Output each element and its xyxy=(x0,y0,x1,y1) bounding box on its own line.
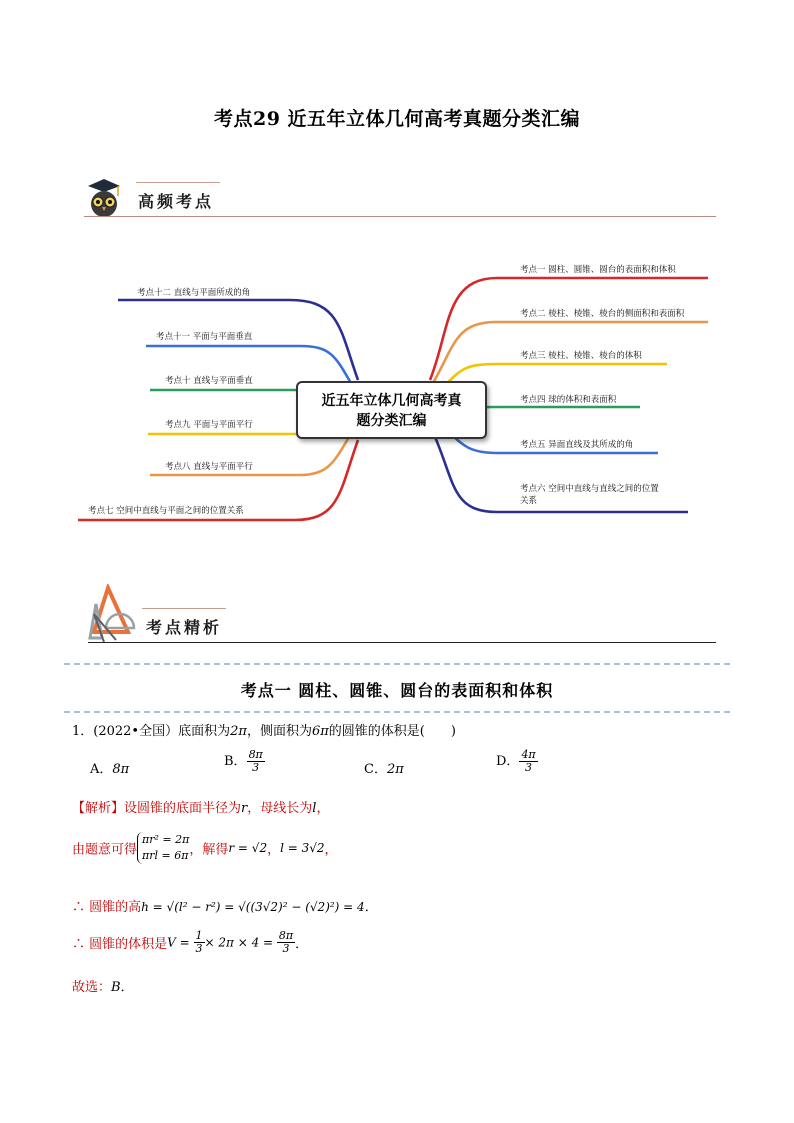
page-title: 考点29 近五年立体几何高考真题分类汇编 xyxy=(213,108,581,130)
mindmap-center-node xyxy=(296,381,487,439)
stem-lateral-area: 6π xyxy=(311,724,329,739)
solution-tag: 【解析】 xyxy=(72,801,125,816)
option-b-denominator: 3 xyxy=(252,761,260,774)
option-b-numerator: 8π xyxy=(248,748,263,761)
section-underline-short-2 xyxy=(142,608,226,609)
mindmap-node-left-12: 考点十二 直线与平面所成的角 xyxy=(137,288,251,298)
solution-line-2 xyxy=(72,832,338,864)
solution-text-1b: ，母线长为 xyxy=(247,801,313,816)
section-heading: 高频考点 xyxy=(138,192,215,211)
option-b-label: B． xyxy=(224,754,247,769)
option-c[interactable] xyxy=(364,758,404,777)
stem-base-area: 2π xyxy=(230,724,247,739)
topic-heading: 考点一 圆柱、圆锥、圆台的表面积和体积 xyxy=(240,681,554,700)
section-heading-2: 考点精析 xyxy=(146,618,223,637)
volume-fraction-1-den: 3 xyxy=(195,942,203,955)
solution-text-3a: ∴ 圆锥的高 xyxy=(72,900,142,915)
mindmap-node-right-3: 考点三 棱柱、棱锥、棱台的体积 xyxy=(520,351,642,361)
radius-symbol: r xyxy=(241,801,248,816)
mindmap-node-right-6: 考点六 空间中直线与直线之间的位置 xyxy=(520,484,659,494)
mindmap-node-left-10: 考点十 直线与平面垂直 xyxy=(165,376,253,386)
equation-1: πr² = 2π xyxy=(142,833,190,846)
option-d-denominator: 3 xyxy=(525,761,533,774)
dashed-divider-top xyxy=(64,663,730,665)
solution-line-5 xyxy=(72,976,134,995)
option-b-fraction xyxy=(247,749,265,774)
mindmap-node-right-4: 考点四 球的体积和表面积 xyxy=(520,395,617,405)
dashed-divider-bottom xyxy=(64,711,730,713)
mindmap-node-left-11: 考点十一 平面与平面垂直 xyxy=(156,332,253,342)
option-a[interactable] xyxy=(90,758,129,777)
answer-choice: B xyxy=(111,980,121,995)
slant-symbol: l xyxy=(312,801,317,816)
stem-part-a: 1．(2022•全国）底面积为 xyxy=(72,724,231,739)
option-d-numerator: 4π xyxy=(521,748,536,761)
solution-text-5end: ． xyxy=(120,980,134,995)
volume-fraction-2 xyxy=(277,930,295,955)
mindmap-branches xyxy=(0,0,794,560)
volume-fraction-1 xyxy=(194,930,205,955)
mindmap-node-left-8: 考点八 直线与平面平行 xyxy=(165,462,253,472)
mindmap-node-right-2: 考点二 棱柱、棱锥、棱台的侧面积和表面积 xyxy=(520,309,685,319)
section-divider-2 xyxy=(88,642,716,643)
height-expression: h = √(l² − r²) = √((3√2)² − (√2)²) = 4 xyxy=(141,900,365,914)
volume-fraction-2-den: 3 xyxy=(282,942,290,955)
solution-text-2b: ，解得 xyxy=(189,842,229,858)
mindmap-node-right-5: 考点五 异面直线及其所成的角 xyxy=(520,440,634,450)
option-b[interactable] xyxy=(224,749,265,774)
mindmap-center-line2: 题分类汇编 xyxy=(356,413,427,429)
mindmap-center-line1: 近五年立体几何高考真 xyxy=(321,393,462,409)
stem-part-c: ，侧面积为 xyxy=(246,724,312,739)
solution-text-1a: 设圆锥的底面半径为 xyxy=(124,801,242,816)
option-c-value: 2π xyxy=(386,762,404,777)
volume-fraction-1-num: 1 xyxy=(195,929,203,942)
stem-part-e: 的圆锥的体积是( ) xyxy=(328,724,456,739)
option-d[interactable] xyxy=(496,749,538,774)
volume-symbol: V = xyxy=(167,935,194,950)
section-header-analysis xyxy=(88,584,728,646)
solution-line-4 xyxy=(72,930,308,955)
question-stem xyxy=(72,720,456,739)
option-a-label: A． xyxy=(90,762,113,777)
option-d-label: D． xyxy=(496,754,520,769)
slant-value: l = 3√2 xyxy=(280,841,325,855)
solution-line-3 xyxy=(72,896,378,915)
option-a-value: 8π xyxy=(112,762,130,777)
equation-system xyxy=(137,832,189,864)
solution-text-3end: ． xyxy=(364,900,378,915)
equation-2: πrl = 6π xyxy=(142,849,189,862)
mindmap-node-left-7: 考点七 空间中直线与平面之间的位置关系 xyxy=(88,506,244,516)
solution-text-2c: ， xyxy=(267,842,281,858)
mindmap-node-right-6-cont: 关系 xyxy=(520,496,538,506)
radius-value: r = √2 xyxy=(228,841,268,855)
solution-line-1 xyxy=(72,797,329,816)
mindmap-node-right-1: 考点一 圆柱、圆锥、圆台的表面积和体积 xyxy=(520,265,676,275)
volume-middle: × 2π × 4 = xyxy=(204,935,277,950)
volume-fraction-2-num: 8π xyxy=(278,929,294,942)
mindmap-node-left-9: 考点九 平面与平面平行 xyxy=(165,420,253,430)
solution-text-4a: ∴ 圆锥的体积是 xyxy=(72,937,168,952)
option-c-label: C． xyxy=(364,762,387,777)
solution-text-5: 故选： xyxy=(72,980,112,995)
geometry-tools-icon xyxy=(88,584,138,644)
solution-text-4end: ． xyxy=(295,937,309,952)
solution-text-1c: ， xyxy=(316,801,330,816)
solution-text-2a: 由题意可得 xyxy=(72,842,138,858)
solution-text-2d: ， xyxy=(324,842,338,858)
option-d-fraction xyxy=(519,749,537,774)
